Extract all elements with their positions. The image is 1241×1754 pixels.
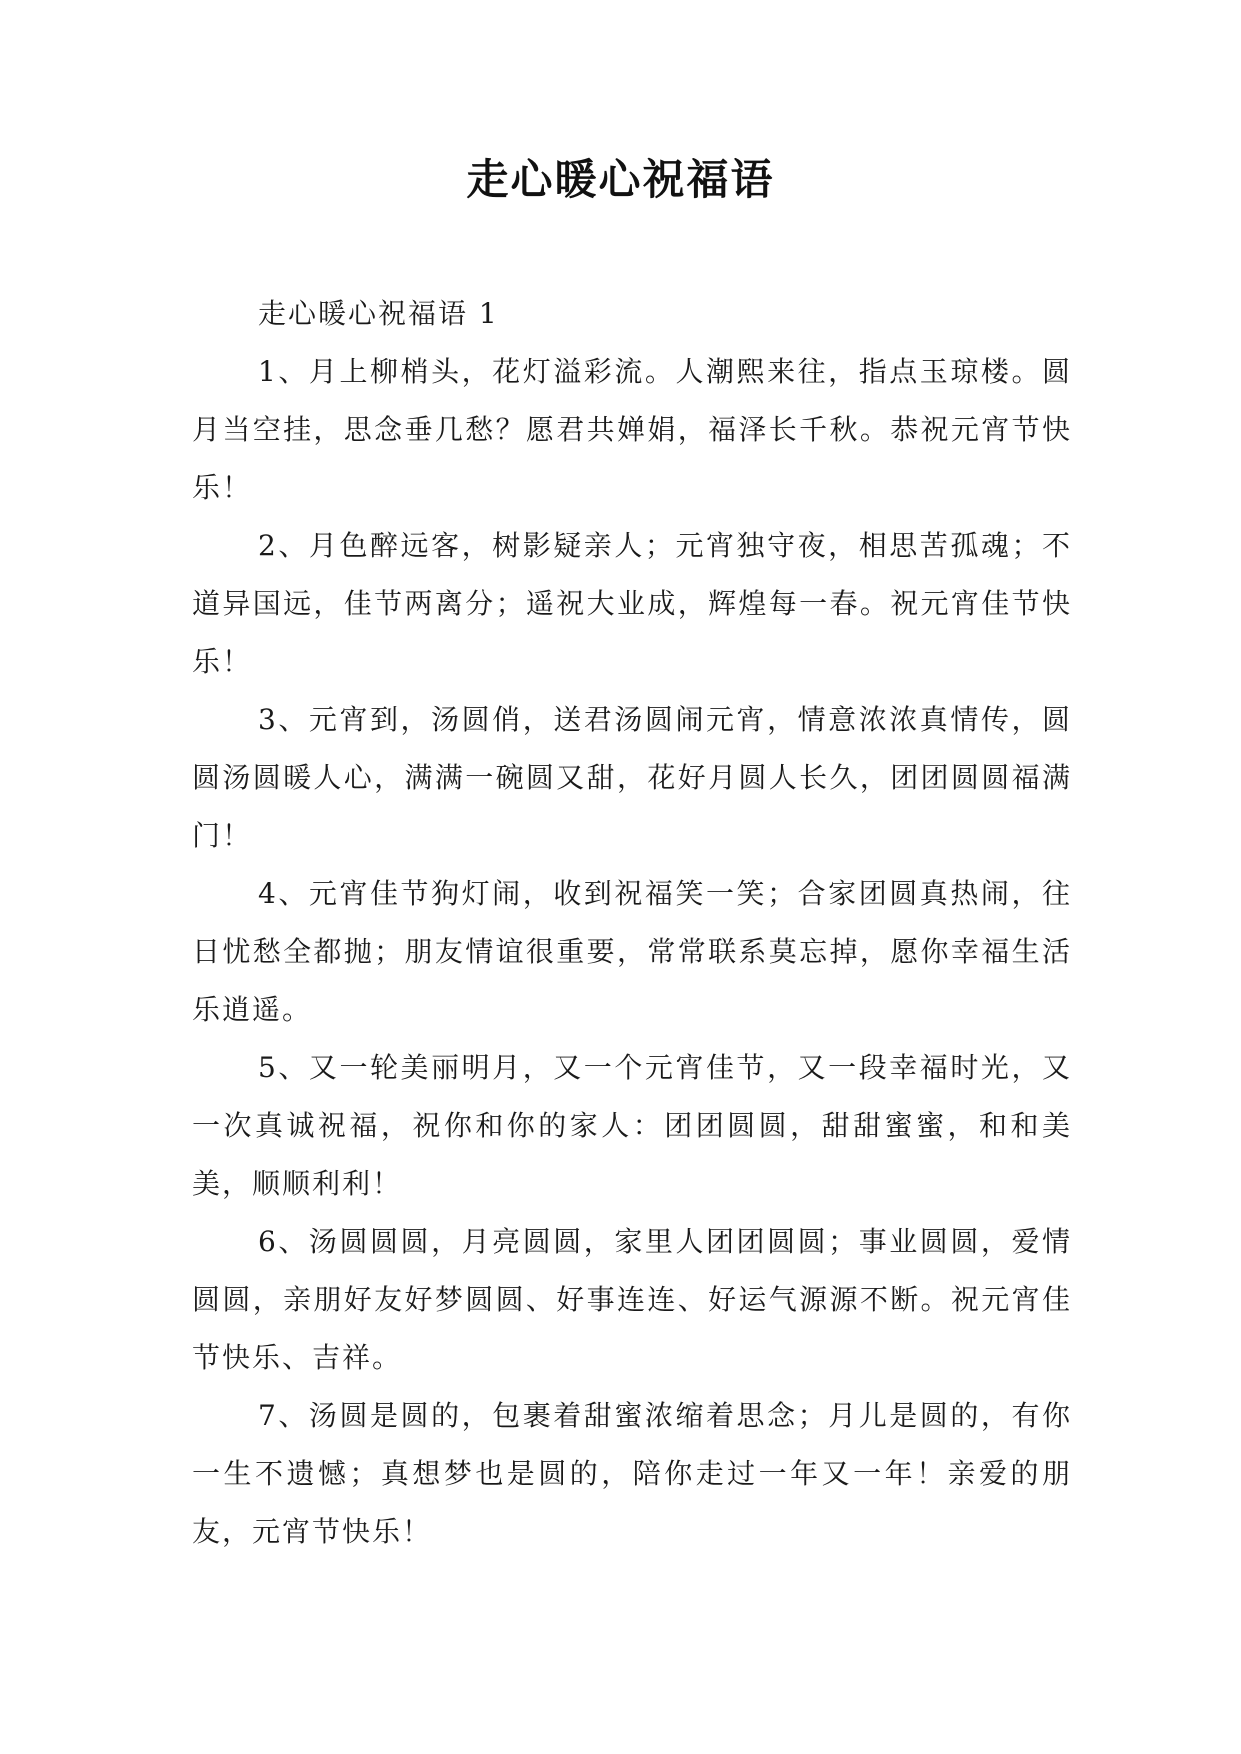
paragraph-4: 4、元宵佳节狗灯闹，收到祝福笑一笑；合家团圆真热闹，往日忧愁全都抛；朋友情谊很重要，常常联系莫忘掉，愿你幸福生活乐逍遥。 [192, 877, 1072, 1026]
paragraph-3: 3、元宵到，汤圆俏，送君汤圆闹元宵，情意浓浓真情传，圆圆汤圆暖人心，满满一碗圆又甜，花好月圆人长久，团团圆圆福满门！ [192, 703, 1072, 852]
section-title: 走心暖心祝福语 1 [258, 297, 499, 330]
page-title: 走心暖心祝福语 [466, 155, 775, 204]
paragraph-1: 1、月上柳梢头，花灯溢彩流。人潮熙来往，指点玉琼楼。圆月当空挂，思念垂几愁？愿君共婵娟，福泽长千秋。恭祝元宵节快乐！ [192, 355, 1072, 504]
paragraph-2: 2、月色醉远客，树影疑亲人；元宵独守夜，相思苦孤魂；不道异国远，佳节两离分；遥祝大业成，辉煌每一春。祝元宵佳节快乐！ [192, 529, 1072, 678]
document-body [192, 285, 1072, 1561]
paragraph-7: 7、汤圆是圆的，包裹着甜蜜浓缩着思念；月儿是圆的，有你一生不遗憾；真想梦也是圆的，陪你走过一年又一年！亲爱的朋友，元宵节快乐！ [192, 1399, 1072, 1548]
paragraph-5: 5、又一轮美丽明月，又一个元宵佳节，又一段幸福时光，又一次真诚祝福，祝你和你的家人：团团圆圆，甜甜蜜蜜，和和美美，顺顺利利！ [192, 1051, 1072, 1200]
paragraph-6: 6、汤圆圆圆，月亮圆圆，家里人团团圆圆；事业圆圆，爱情圆圆，亲朋好友好梦圆圆、好事连连、好运气源源不断。祝元宵佳节快乐、吉祥。 [192, 1225, 1072, 1374]
